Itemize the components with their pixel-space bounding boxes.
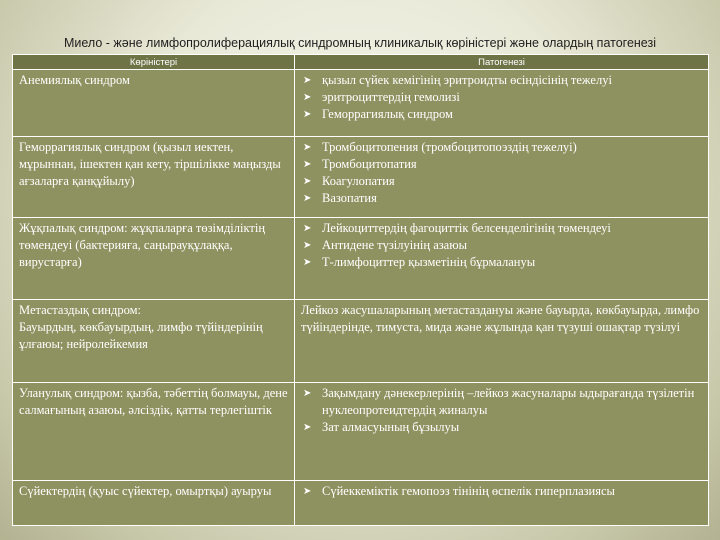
manifestation-cell: Жұқпалық синдром: жұқпаларға төзімділіктің төмендеуі (бактерияға, саңырауқұлаққа, вирустарға) bbox=[13, 218, 295, 300]
pathogenesis-list bbox=[301, 139, 702, 207]
table-row bbox=[13, 300, 709, 383]
pathogenesis-list bbox=[301, 483, 702, 500]
pathogenesis-cell bbox=[295, 481, 709, 526]
syndrome-heading: Метастаздық синдром: bbox=[19, 303, 141, 317]
pathogenesis-table bbox=[12, 54, 709, 526]
list-item: ➤ Антидене түзілуінің азаюы bbox=[303, 238, 467, 252]
table-header-row bbox=[13, 55, 709, 70]
arrow-bullet-icon: ➤ bbox=[303, 422, 312, 433]
list-item: ➤ Т-лимфоциттер қызметінің бұрмалануы bbox=[303, 255, 536, 269]
list-item: ➤ қызыл сүйек кемігінің эритроидты өсіндісінің тежелуі bbox=[303, 73, 612, 87]
manifestation-cell: Анемиялық синдром bbox=[13, 70, 295, 137]
arrow-bullet-icon: ➤ bbox=[303, 75, 312, 86]
manifestation-cell: Сүйектердің (қуыс сүйектер, омыртқы) ауыруы bbox=[13, 481, 295, 526]
page-title: Миело - және лимфопролиферациялық синдромның клиникалық көріністері және олардың патогенезі bbox=[63, 36, 656, 50]
list-item: ➤ Коагулопатия bbox=[303, 174, 395, 188]
arrow-bullet-icon: ➤ bbox=[303, 388, 312, 399]
manifestation-cell bbox=[13, 300, 295, 383]
arrow-bullet-icon: ➤ bbox=[303, 223, 312, 234]
list-item: ➤ Зат алмасуының бұзылуы bbox=[303, 420, 460, 434]
manifestation-cell: Уланулық синдром: қызба, тәбеттің болмауы, дене салмағының азаюы, әлсіздік, қатты терлегіштік bbox=[13, 383, 295, 481]
list-item: ➤ Тромбоцитопатия bbox=[303, 157, 417, 171]
arrow-bullet-icon: ➤ bbox=[303, 92, 312, 103]
arrow-bullet-icon: ➤ bbox=[303, 486, 312, 497]
column-header-manifestations: Көріністері bbox=[13, 55, 295, 70]
table-row bbox=[13, 70, 709, 137]
list-item: ➤ Вазопатия bbox=[303, 191, 377, 205]
arrow-bullet-icon: ➤ bbox=[303, 109, 312, 120]
list-item: ➤ Лейкоциттердің фагоциттік белсенделігінің төмендеуі bbox=[303, 221, 611, 235]
arrow-bullet-icon: ➤ bbox=[303, 240, 312, 251]
pathogenesis-list bbox=[301, 385, 702, 436]
list-item: ➤ эритроциттердің гемолизі bbox=[303, 90, 460, 104]
pathogenesis-list bbox=[301, 72, 702, 123]
pathogenesis-cell bbox=[295, 218, 709, 300]
pathogenesis-cell: Лейкоз жасушаларының метастаздануы және бауырда, көкбауырда, лимфо түйіндерінде, тимуста, мида және жұлында қан түзуші ошақтар түзілуі bbox=[295, 300, 709, 383]
pathogenesis-list bbox=[301, 220, 702, 271]
list-item: ➤ Сүйеккеміктік гемопоэз тінінің өспелік гиперплазиясы bbox=[303, 484, 615, 498]
table-row bbox=[13, 137, 709, 218]
table-row bbox=[13, 218, 709, 300]
arrow-bullet-icon: ➤ bbox=[303, 257, 312, 268]
list-item: ➤ Тромбоцитопения (тромбоцитопоэздің тежелуі) bbox=[303, 140, 577, 154]
pathogenesis-cell bbox=[295, 383, 709, 481]
arrow-bullet-icon: ➤ bbox=[303, 159, 312, 170]
column-header-pathogenesis: Патогенезі bbox=[295, 55, 709, 70]
pathogenesis-cell bbox=[295, 70, 709, 137]
arrow-bullet-icon: ➤ bbox=[303, 176, 312, 187]
syndrome-description: Бауырдың, көкбауырдың, лимфо түйіндерінің ұлғаюы; нейролейкемия bbox=[19, 320, 263, 351]
manifestation-cell: Геморрагиялық синдром (қызыл иектен, мұрыннан, ішектен қан кету, тіршілікке маңызды ағзаларға қанқұйылу) bbox=[13, 137, 295, 218]
table-row bbox=[13, 383, 709, 481]
pathogenesis-cell bbox=[295, 137, 709, 218]
list-item: ➤ Зақымдану дәнекерлерінің –лейкоз жасуналары ыдырағанда түзілетін нуклеопротеидтердің жиналуы bbox=[303, 386, 695, 417]
arrow-bullet-icon: ➤ bbox=[303, 142, 312, 153]
table-row bbox=[13, 481, 709, 526]
arrow-bullet-icon: ➤ bbox=[303, 193, 312, 204]
list-item: ➤ Геморрагиялық синдром bbox=[303, 107, 453, 121]
